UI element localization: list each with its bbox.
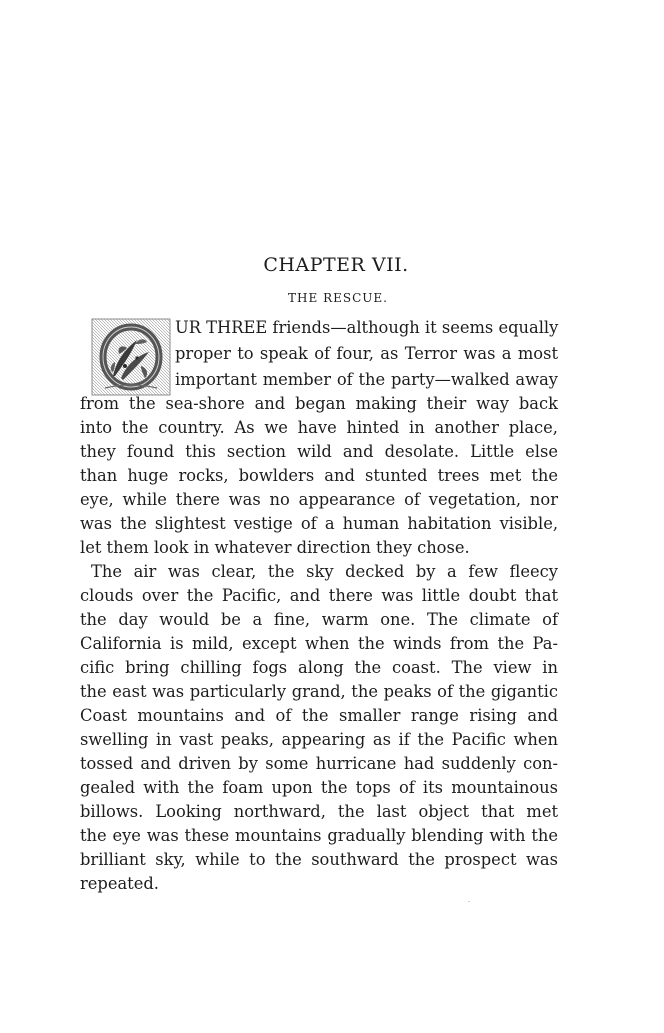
text-line: clouds over the Pacific, and there was little doubt that: [80, 586, 558, 605]
chapter-subtitle: THE RESCUE.: [288, 291, 388, 305]
text-line: important member of the party—walked away: [175, 370, 558, 389]
text-line: they found this section wild and desolate. Little else: [80, 442, 558, 461]
ornamental-initial-o-icon: [91, 318, 171, 396]
text-line: The air was clear, the sky decked by a few fleecy: [91, 562, 558, 581]
paper-speck: [468, 901, 470, 902]
text-line: the eye was these mountains gradually blending with the: [80, 826, 558, 845]
chapter-title: CHAPTER VII.: [263, 254, 409, 276]
text-line: eye, while there was no appearance of vegetation, nor: [80, 490, 558, 509]
text-line: gealed with the foam upon the tops of its mountainous: [80, 778, 558, 797]
text-line: billows. Looking northward, the last object that met: [80, 802, 558, 821]
text-line: proper to speak of four, as Terror was a most: [175, 344, 558, 363]
text-line: let them look in whatever direction they chose.: [80, 538, 470, 557]
text-line: California is mild, except when the winds from the Pa-: [80, 634, 558, 653]
text-line: brilliant sky, while to the southward the prospect was: [80, 850, 558, 869]
text-line: cific bring chilling fogs along the coast. The view in: [80, 658, 558, 677]
text-line: from the sea-shore and began making their way back: [80, 394, 558, 413]
text-line: Coast mountains and of the smaller range rising and: [80, 706, 558, 725]
text-line: into the country. As we have hinted in another place,: [80, 418, 558, 437]
text-line: repeated.: [80, 874, 159, 893]
text-line: than huge rocks, bowlders and stunted trees met the: [80, 466, 558, 485]
text-line: tossed and driven by some hurricane had suddenly con-: [80, 754, 558, 773]
text-line: the east was particularly grand, the peaks of the gigantic: [80, 682, 558, 701]
text-line: swelling in vast peaks, appearing as if the Pacific when: [80, 730, 558, 749]
text-line: was the slightest vestige of a human habitation visible,: [80, 514, 558, 533]
dropcap-initial: [91, 318, 171, 396]
text-line: UR THREE friends—although it seems equally: [175, 318, 559, 337]
text-line: the day would be a fine, warm one. The climate of: [80, 610, 558, 629]
